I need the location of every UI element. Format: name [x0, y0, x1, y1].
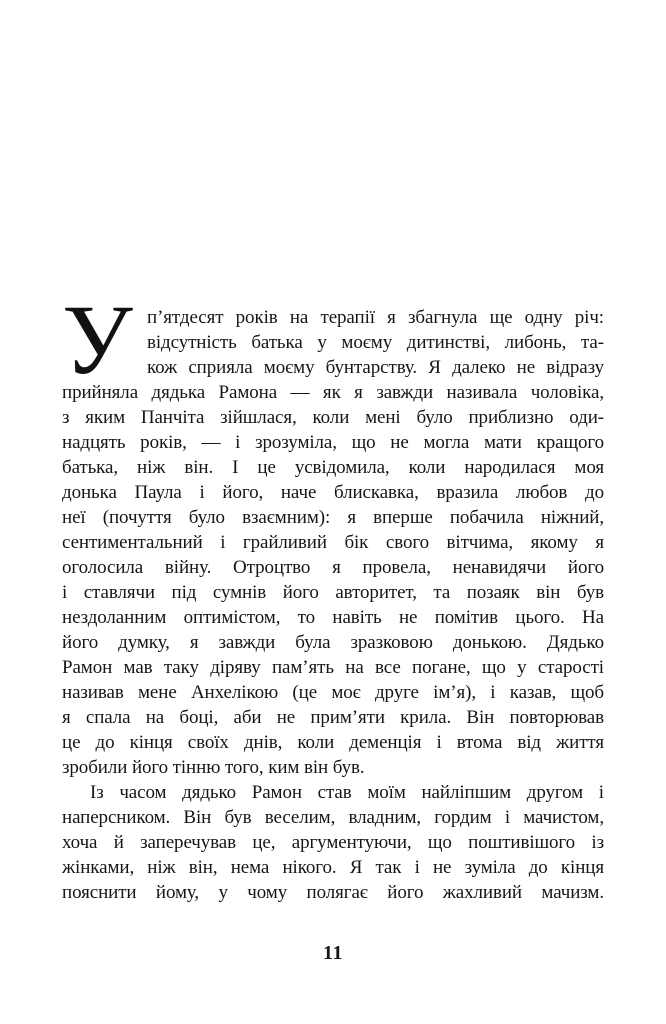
text-line: і ставлячи під сумнів його авторитет, та позаяк він був [62, 582, 604, 603]
text-line: оголосила війну. Отроцтво я провела, ненавидячи його [62, 557, 604, 578]
text-line: надцять років, — і зрозуміла, що не могла мати кращого [62, 432, 604, 453]
text-line: його думку, я завжди була зразковою донькою. Дядько [62, 632, 604, 653]
text-line: п’ятдесят років на терапії я збагнула ще одну річ: [147, 307, 604, 328]
page-number: 11 [323, 942, 343, 964]
text-line: хоча й заперечував це, аргументуючи, що поштивішого із [62, 832, 604, 853]
drop-cap: У [62, 284, 133, 395]
text-line: зробили його тінню того, ким він був. [62, 757, 365, 778]
text-line: нездоланним оптимістом, то навіть не помітив цього. На [62, 607, 604, 628]
text-line: я спала на боці, аби не прим’яти крила. Він повторював [62, 707, 604, 728]
text-line: прийняла дядька Рамона — як я завжди називала чоловіка, [62, 382, 604, 403]
text-line: сентиментальний і грайливий бік свого вітчима, якому я [62, 532, 604, 553]
text-line: неї (почуття було взаємним): я вперше побачила ніжний, [62, 507, 604, 528]
text-line: пояснити йому, у чому полягає його жахливий мачизм. [62, 882, 604, 903]
text-line: жінками, ніж він, нема нікого. Я так і не зуміла до кінця [62, 857, 604, 878]
text-line: кож сприяла моєму бунтарству. Я далеко не відразу [147, 357, 604, 378]
text-line: це до кінця своїх днів, коли деменція і втома від життя [62, 732, 604, 753]
text-line: Із часом дядько Рамон став моїм найліпшим другом і [90, 782, 604, 803]
text-line: з яким Панчіта зійшлася, коли мені було приблизно оди- [62, 407, 604, 428]
text-line: називав мене Анхелікою (це моє друге ім’я), і казав, щоб [62, 682, 604, 703]
text-line: батька, ніж він. І це усвідомила, коли народилася моя [62, 457, 604, 478]
text-line: відсутність батька у моєму дитинстві, либонь, та- [147, 332, 604, 353]
text-line: наперсником. Він був веселим, владним, гордим і мачистом, [62, 807, 604, 828]
text-line: донька Паула і його, наче блискавка, вразила любов до [62, 482, 604, 503]
text-line: Рамон мав таку діряву пам’ять на все погане, що у старості [62, 657, 604, 678]
